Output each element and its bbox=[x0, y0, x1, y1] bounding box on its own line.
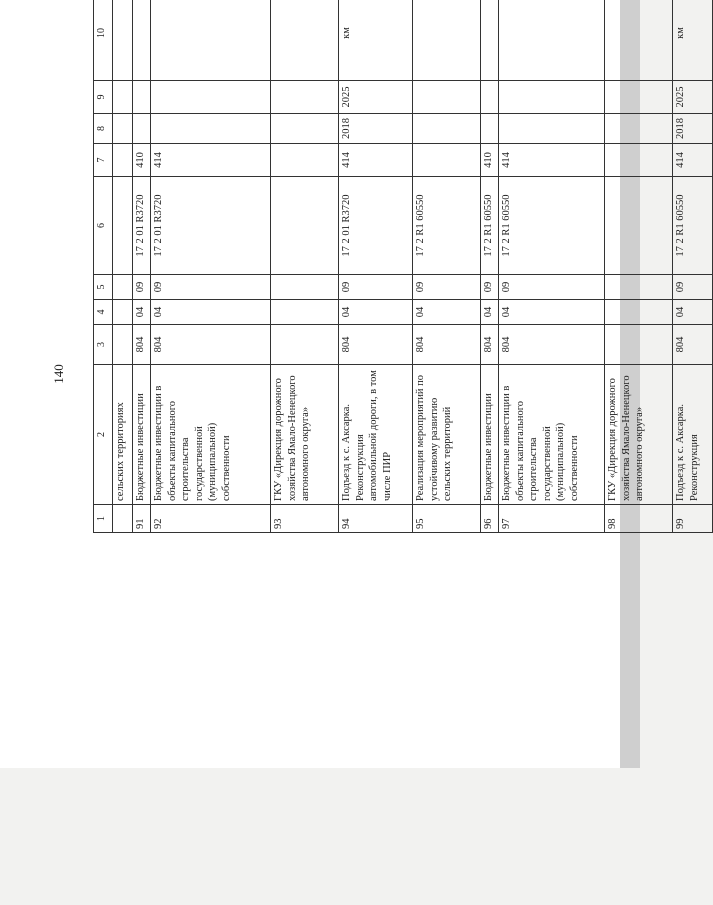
header-cell: 10 bbox=[94, 0, 113, 81]
header-cell: 3 bbox=[94, 325, 113, 365]
header-cell: 9 bbox=[94, 81, 113, 114]
header-cell: 6 bbox=[94, 177, 113, 275]
table-cell: 17 2 R1 60550 bbox=[673, 177, 713, 275]
table-cell: 94 bbox=[339, 505, 413, 533]
table-cell bbox=[271, 325, 339, 365]
table-cell bbox=[151, 114, 271, 144]
table-cell: 09 bbox=[151, 275, 271, 300]
table-cell bbox=[481, 114, 499, 144]
table-cell bbox=[113, 275, 133, 300]
table-cell bbox=[605, 275, 673, 300]
table-cell: 17 2 01 R3720 bbox=[151, 177, 271, 275]
table-row bbox=[499, 0, 605, 533]
table-row bbox=[605, 0, 673, 533]
table-cell bbox=[113, 144, 133, 177]
table-cell bbox=[113, 325, 133, 365]
table-cell: 09 bbox=[673, 275, 713, 300]
table-cell: Бюджетные инвестиции bbox=[481, 365, 499, 505]
table-cell: 804 bbox=[499, 325, 605, 365]
table-cell: 09 bbox=[339, 275, 413, 300]
table-cell: 2025 bbox=[673, 81, 713, 114]
table-cell: 17 2 R1 60550 bbox=[413, 177, 481, 275]
table-cell: 17 2 R1 60550 bbox=[499, 177, 605, 275]
table-cell: Подъезд к с. Аксарка. Реконструкция автомобильной дороги, в том числе ПИР bbox=[339, 365, 413, 505]
table-cell: Подъезд к с. Аксарка. Реконструкция bbox=[673, 365, 713, 505]
table-cell bbox=[413, 114, 481, 144]
table-row bbox=[133, 0, 151, 533]
table-cell: 410 bbox=[481, 144, 499, 177]
table-cell bbox=[413, 81, 481, 114]
table-cell: 92 bbox=[151, 505, 271, 533]
table-cell bbox=[113, 81, 133, 114]
table-cell: 17 2 01 R3720 bbox=[133, 177, 151, 275]
table-cell: 804 bbox=[151, 325, 271, 365]
table-cell bbox=[499, 0, 605, 81]
table-cell: 410 bbox=[133, 144, 151, 177]
table-cell: Бюджетные инвестиции bbox=[133, 365, 151, 505]
table-cell bbox=[605, 0, 673, 81]
table-cell: 09 bbox=[413, 275, 481, 300]
table-cell: 04 bbox=[481, 300, 499, 325]
table-cell: ГКУ «Дирекция дорожного хозяйства Ямало-Ненецкого автономного округа» bbox=[605, 365, 673, 505]
table-cell: 09 bbox=[133, 275, 151, 300]
table-row bbox=[271, 0, 339, 533]
table-cell bbox=[605, 81, 673, 114]
table-row bbox=[151, 0, 271, 533]
table-cell bbox=[113, 177, 133, 275]
table-cell: 414 bbox=[673, 144, 713, 177]
table-cell: 91 bbox=[133, 505, 151, 533]
table-cell bbox=[133, 114, 151, 144]
table-cell: 804 bbox=[673, 325, 713, 365]
table-cell bbox=[151, 0, 271, 81]
table-cell: Реализация мероприятий по устойчивому развитию сельских территорий bbox=[413, 365, 481, 505]
table-cell bbox=[151, 81, 271, 114]
header-cell: 8 bbox=[94, 114, 113, 144]
table-cell bbox=[113, 0, 133, 81]
table-cell bbox=[271, 300, 339, 325]
table-cell: 99 bbox=[673, 505, 713, 533]
table-cell bbox=[271, 114, 339, 144]
table-cell: 97 bbox=[499, 505, 605, 533]
table-cell: 98 bbox=[605, 505, 673, 533]
table-cell: 09 bbox=[499, 275, 605, 300]
table-cell: сельских территориях bbox=[113, 365, 133, 505]
table-cell bbox=[113, 505, 133, 533]
table-cell: 95 bbox=[413, 505, 481, 533]
table-cell: 2018 bbox=[339, 114, 413, 144]
header-row bbox=[94, 0, 113, 533]
table-cell: 04 bbox=[339, 300, 413, 325]
table-cell: 17 2 R1 60550 bbox=[481, 177, 499, 275]
table-cell: 804 bbox=[133, 325, 151, 365]
page-number: 140 bbox=[51, 364, 66, 384]
table-cell bbox=[113, 114, 133, 144]
table-cell bbox=[605, 144, 673, 177]
table-cell bbox=[271, 144, 339, 177]
table-cell bbox=[413, 144, 481, 177]
rotated-table-area bbox=[93, 17, 700, 752]
table-cell: 414 bbox=[151, 144, 271, 177]
table-cell: 04 bbox=[673, 300, 713, 325]
table-cell: 2018 bbox=[673, 114, 713, 144]
budget-table bbox=[93, 0, 713, 533]
header-cell: 2 bbox=[94, 365, 113, 505]
table-cell bbox=[113, 300, 133, 325]
scan-background bbox=[0, 768, 640, 905]
header-cell: 7 bbox=[94, 144, 113, 177]
table-cell bbox=[499, 81, 605, 114]
table-cell: 04 bbox=[151, 300, 271, 325]
table-cell bbox=[605, 325, 673, 365]
table-cell bbox=[133, 0, 151, 81]
table-cell bbox=[605, 114, 673, 144]
table-container bbox=[93, 0, 700, 533]
table-cell bbox=[271, 0, 339, 81]
table-cell bbox=[481, 81, 499, 114]
table-cell: км bbox=[339, 0, 413, 81]
header-cell: 4 bbox=[94, 300, 113, 325]
table-row bbox=[339, 0, 413, 533]
table-row bbox=[673, 0, 713, 533]
table-cell: 414 bbox=[339, 144, 413, 177]
table-row bbox=[481, 0, 499, 533]
table-cell: 04 bbox=[133, 300, 151, 325]
table-cell bbox=[413, 0, 481, 81]
table-row bbox=[113, 0, 133, 533]
table-cell: Бюджетные инвестиции в объекты капитального строительства государственной (муниципальной) собственности bbox=[151, 365, 271, 505]
table-cell: 804 bbox=[413, 325, 481, 365]
table-cell: 2025 bbox=[339, 81, 413, 114]
table-cell bbox=[481, 0, 499, 81]
table-cell bbox=[271, 177, 339, 275]
table-cell: 804 bbox=[481, 325, 499, 365]
table-cell: 09 bbox=[481, 275, 499, 300]
table-cell: 04 bbox=[413, 300, 481, 325]
table-cell bbox=[605, 177, 673, 275]
table-row bbox=[413, 0, 481, 533]
table-cell: ГКУ «Дирекция дорожного хозяйства Ямало-Ненецкого автономного округа» bbox=[271, 365, 339, 505]
table-cell bbox=[271, 81, 339, 114]
table-cell bbox=[499, 114, 605, 144]
table-cell: 17 2 01 R3720 bbox=[339, 177, 413, 275]
table-cell bbox=[605, 300, 673, 325]
table-cell: 04 bbox=[499, 300, 605, 325]
table-cell: км bbox=[673, 0, 713, 81]
table-cell: 96 bbox=[481, 505, 499, 533]
header-cell: 5 bbox=[94, 275, 113, 300]
table-cell: 414 bbox=[499, 144, 605, 177]
table-cell bbox=[271, 275, 339, 300]
table-cell: Бюджетные инвестиции в объекты капитального строительства государственной (муниципальной) собственности bbox=[499, 365, 605, 505]
table-cell: 93 bbox=[271, 505, 339, 533]
table-cell: 804 bbox=[339, 325, 413, 365]
header-cell: 1 bbox=[94, 505, 113, 533]
table-cell bbox=[133, 81, 151, 114]
